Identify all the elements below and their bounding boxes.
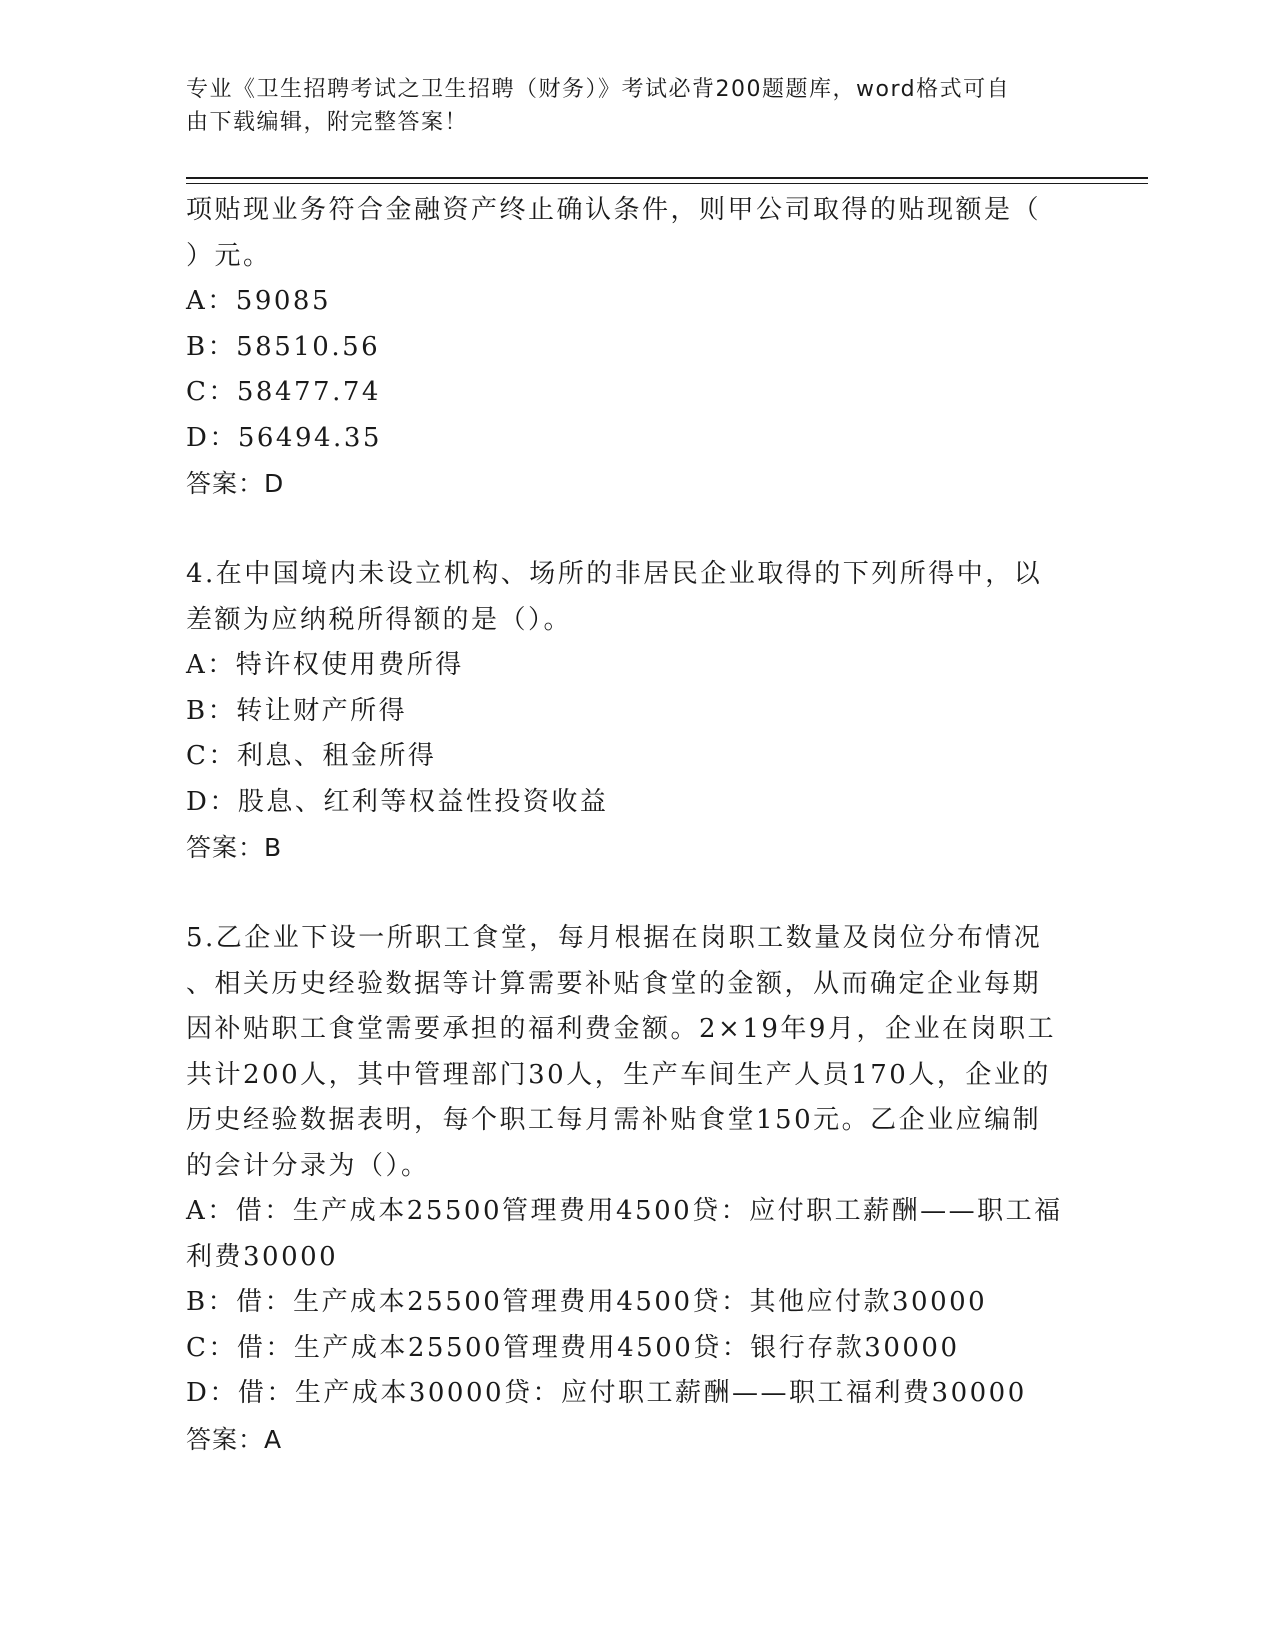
answer-line: 答案：B [186, 833, 283, 862]
header-divider-thick [186, 177, 1148, 179]
answer-line: 答案：A [186, 1424, 283, 1454]
header-line-2: 由下载编辑，附完整答案！ [186, 110, 469, 135]
question-stem-line: 5.乙企业下设一所职工食堂，每月根据在岗职工数量及岗位分布情况 [186, 923, 1043, 953]
option-d: D：56494.35 [186, 422, 382, 453]
option-a: A：借：生产成本25500管理费用4500贷：应付职工薪酬——职工福 [186, 1196, 1063, 1226]
option-d: D：股息、红利等权益性投资收益 [186, 786, 609, 817]
question-stem-line: 差额为应纳税所得额的是（）。 [186, 604, 573, 635]
question-stem-line: 共计200人，其中管理部门30人，生产车间生产人员170人，企业的 [186, 1059, 1051, 1090]
question-stem-line: 历史经验数据表明，每个职工每月需补贴食堂150元。乙企业应编制 [186, 1105, 1042, 1135]
question-stem-line: 因补贴职工食堂需要承担的福利费金额。2×19年9月，企业在岗职工 [186, 1014, 1056, 1044]
question-spacer [186, 871, 1086, 917]
question-stem-line: 4.在中国境内未设立机构、场所的非居民企业取得的下列所得中，以 [186, 559, 1043, 589]
document-header [186, 73, 1066, 139]
option-a-continued: 利费30000 [186, 1241, 339, 1272]
option-a: A：特许权使用费所得 [186, 650, 464, 680]
header-line-1: 专业《卫生招聘考试之卫生招聘（财务）》考试必背200题题库，word格式可自 [186, 77, 1011, 102]
option-b: B：58510.56 [186, 331, 381, 362]
option-b: B：转让财产所得 [186, 695, 408, 726]
header-divider-thin [186, 183, 1148, 184]
question-3 [186, 188, 1086, 507]
question-stem-line: ）元。 [186, 240, 272, 271]
answer-line: 答案：D [186, 469, 285, 498]
option-a: A：59085 [186, 286, 331, 316]
document-body [186, 188, 1086, 1462]
question-4 [186, 552, 1086, 871]
question-stem-line: 、相关历史经验数据等计算需要补贴食堂的金额，从而确定企业每期 [186, 968, 1042, 999]
question-stem-line: 的会计分录为（）。 [186, 1150, 430, 1181]
question-spacer [186, 507, 1086, 553]
question-5 [186, 916, 1086, 1462]
option-c: C：借：生产成本25500管理费用4500贷：银行存款30000 [186, 1332, 960, 1363]
question-stem-line: 项贴现业务符合金融资产终止确认条件，则甲公司取得的贴现额是（ [186, 195, 1042, 225]
option-c: C：58477.74 [186, 377, 381, 407]
option-d: D：借：生产成本30000贷：应付职工薪酬——职工福利费30000 [186, 1378, 1027, 1408]
option-b: B：借：生产成本25500管理费用4500贷：其他应付款30000 [186, 1287, 988, 1317]
option-c: C：利息、租金所得 [186, 741, 437, 771]
